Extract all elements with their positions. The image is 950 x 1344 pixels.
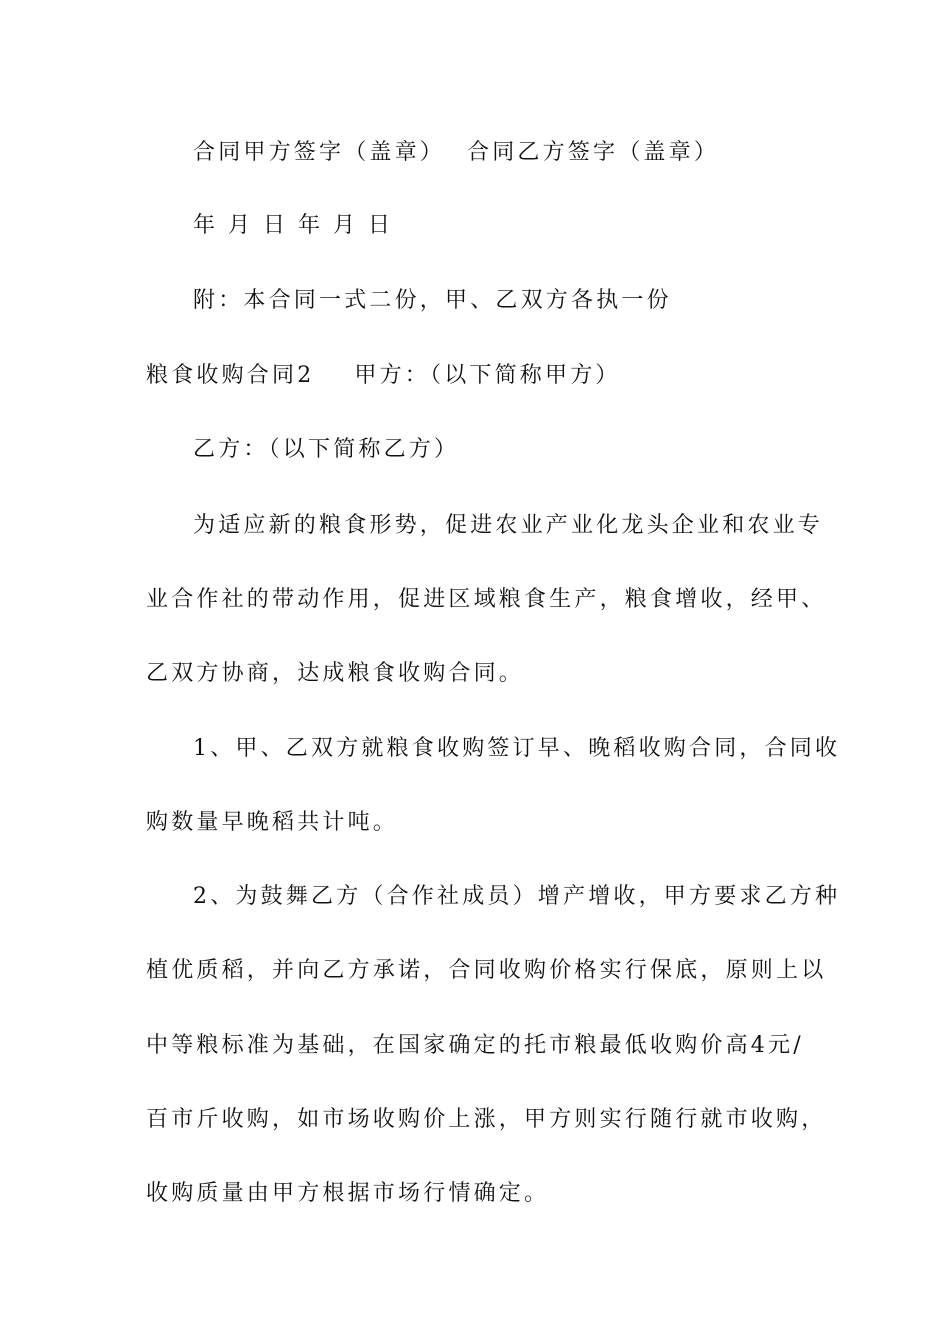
intro-line-2: 业合作社的带动作用，促进区域粮食生产，粮食增收，经甲、 [146,587,827,612]
party-a-label: 甲方：（以下简称甲方） [354,363,621,388]
intro-line-3: 乙双方协商，达成粮食收购合同。 [146,661,525,686]
clause2-line-5: 收购质量由甲方根据市场行情确定。 [146,1181,550,1206]
signature-line [193,138,873,168]
clause1-line-1: 1、甲、乙双方就粮食收购签订早、晚稻收购合同，合同收 [193,736,841,761]
clause2-line-3: 中等粮标准为基础，在国家确定的托市粮最低收购价高4元/ [146,1033,804,1058]
clause2-line-2: 植优质稻，并向乙方承诺，合同收购价格实行保底，原则上以 [146,958,827,983]
clause2-line-4: 百市斤收购，如市场收购价上涨，甲方则实行随行就市收购， [146,1107,827,1132]
date-line: 年 月 日 年 月 日 [193,213,393,238]
appendix-note: 附：本合同一式二份，甲、乙双方各执一份 [193,288,672,313]
intro-line-1: 为适应新的粮食形势，促进农业产业化龙头企业和农业专 [193,513,824,538]
clause2-line-1: 2、为鼓舞乙方（合作社成员）增产增收，甲方要求乙方种 [193,884,841,909]
party-a-signature-label: 合同甲方签字（盖章） [193,140,446,165]
contract-heading-line [146,361,826,391]
contract-title: 粮食收购合同2 [146,363,315,388]
party-b-signature-label: 合同乙方签字（盖章） [467,140,720,165]
party-b-label: 乙方：（以下简称乙方） [193,437,460,462]
clause1-line-2: 购数量早晚稻共计吨。 [146,810,399,835]
